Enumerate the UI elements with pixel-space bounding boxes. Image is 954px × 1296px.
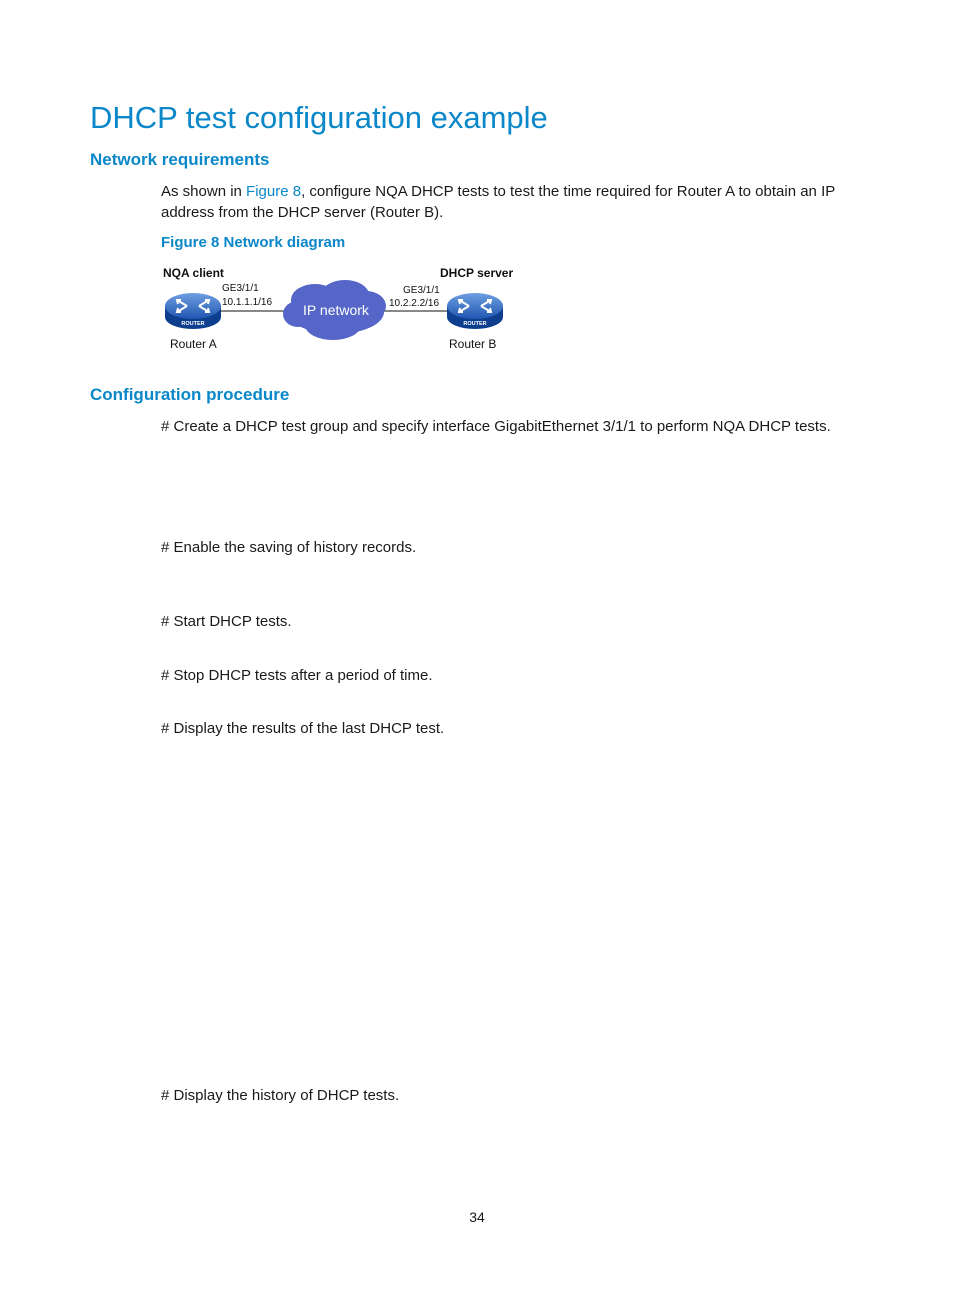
router-a-ip-label: 10.1.1.1/16	[222, 297, 273, 308]
router-a-icon	[165, 293, 221, 329]
step-display-last-result: # Display the results of the last DHCP test.	[161, 720, 445, 737]
router-b-ip-label: 10.2.2.2/16	[389, 298, 440, 309]
step-stop-tests: # Stop DHCP tests after a period of time.	[161, 667, 433, 684]
router-a-interface-label: GE3/1/1	[222, 283, 259, 294]
network-diagram	[155, 262, 535, 357]
router-a-name: Router A	[170, 337, 217, 351]
step-display-history: # Display the history of DHCP tests.	[161, 1087, 400, 1104]
step-start-tests: # Start DHCP tests.	[161, 613, 292, 630]
page-title: DHCP test configuration example	[90, 100, 548, 135]
figure-caption: Figure 8 Network diagram	[161, 234, 346, 251]
dhcp-server-label: DHCP server	[440, 266, 514, 280]
svg-text:ROUTER: ROUTER	[463, 321, 487, 327]
section-heading-configuration-procedure: Configuration procedure	[90, 385, 290, 404]
page-number: 34	[469, 1209, 485, 1225]
paragraph-text-prefix: As shown in	[161, 183, 247, 200]
router-b-interface-label: GE3/1/1	[403, 285, 440, 296]
section-heading-network-requirements: Network requirements	[90, 150, 270, 169]
step-create-test-group: # Create a DHCP test group and specify interface GigabitEthernet 3/1/1 to perform NQA DHCP tests.	[161, 418, 831, 435]
ip-network-label: IP network	[303, 302, 369, 318]
paragraph-text-suffix: , configure NQA DHCP tests to test the time required for Router A to obtain an IP address from the DHCP server (Router B).	[161, 183, 835, 221]
svg-text:ROUTER: ROUTER	[181, 321, 205, 327]
network-requirements-paragraph	[161, 181, 871, 223]
figure-8-link[interactable]: Figure 8	[246, 183, 302, 200]
router-b-name: Router B	[449, 337, 497, 351]
router-b-icon	[447, 293, 503, 329]
step-enable-history: # Enable the saving of history records.	[161, 539, 417, 556]
nqa-client-label: NQA client	[163, 266, 224, 280]
